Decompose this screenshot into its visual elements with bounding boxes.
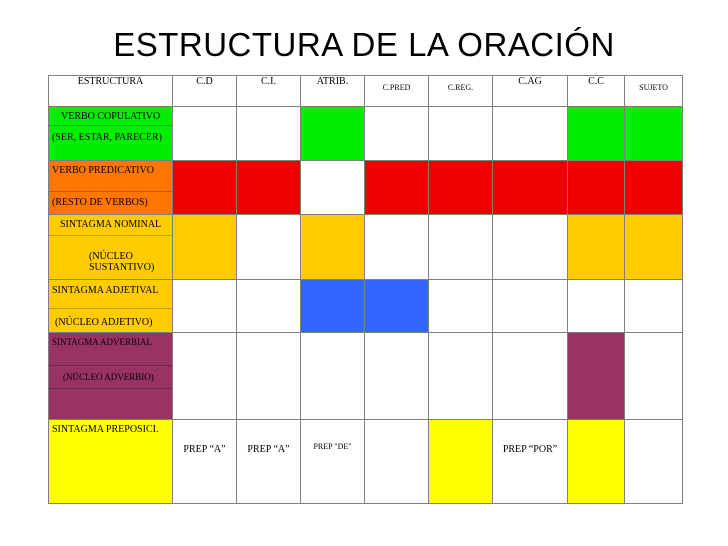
header-sujeto: SUJETO — [625, 76, 683, 107]
header-cc: C.C — [568, 76, 625, 107]
cell-adjetival-cag — [493, 280, 568, 333]
prep-label-ci: PREP “A” — [247, 444, 290, 455]
cell-nominal-creg — [429, 215, 493, 280]
row-label-line3: SUSTANTIVO) — [89, 262, 155, 273]
structure-table — [48, 75, 683, 504]
cell-adjetival-sujeto — [625, 280, 683, 333]
cell-preposicional-cd — [173, 420, 237, 504]
cell-adjetival-cd — [173, 280, 237, 333]
row-label-line1: SINTAGMA PREPOSICI. — [52, 424, 159, 435]
row-label-line2: (NÚCLEO — [89, 251, 133, 262]
header-row — [49, 76, 683, 107]
header-cag: C.AG — [493, 76, 568, 107]
cell-predicativo-cd — [173, 161, 237, 215]
cell-adverbial-cag — [493, 333, 568, 420]
row-label-line1: SINTAGMA NOMINAL — [60, 219, 162, 230]
cell-predicativo-cc — [568, 161, 625, 215]
table-row — [49, 280, 683, 333]
row-label-line1: SINTAGMA ADJETIVAL — [52, 285, 159, 296]
row-label-sintagma-nominal — [49, 215, 173, 280]
header-atrib: ATRIB. — [301, 76, 365, 107]
cell-predicativo-cag — [493, 161, 568, 215]
row-label-verbo-copulativo — [49, 107, 173, 161]
cell-nominal-cd — [173, 215, 237, 280]
cell-preposicional-cpred — [365, 420, 429, 504]
cell-nominal-cag — [493, 215, 568, 280]
prep-label-cd: PREP “A” — [183, 444, 226, 455]
cell-adjetival-cpred — [365, 280, 429, 333]
header-cd: C.D — [173, 76, 237, 107]
cell-divider — [49, 365, 172, 366]
cell-nominal-cc — [568, 215, 625, 280]
cell-preposicional-creg — [429, 420, 493, 504]
cell-preposicional-atrib — [301, 420, 365, 504]
cell-adverbial-ci — [237, 333, 301, 420]
cell-adverbial-sujeto — [625, 333, 683, 420]
row-label-line2: (RESTO DE VERBOS) — [52, 197, 148, 208]
table-row — [49, 333, 683, 420]
cell-preposicional-ci — [237, 420, 301, 504]
cell-adjetival-creg — [429, 280, 493, 333]
row-label-sintagma-adjetival — [49, 280, 173, 333]
cell-nominal-sujeto — [625, 215, 683, 280]
header-cpred: C.PRED — [365, 76, 429, 107]
cell-divider — [49, 191, 172, 192]
row-label-line2: (NÚCLEO ADJETIVO) — [55, 317, 153, 328]
cell-adverbial-cd — [173, 333, 237, 420]
cell-copulativo-sujeto — [625, 107, 683, 161]
table-row — [49, 107, 683, 161]
cell-copulativo-cc — [568, 107, 625, 161]
cell-divider — [49, 388, 172, 389]
table-row — [49, 161, 683, 215]
row-label-line1: VERBO PREDICATIVO — [52, 165, 154, 176]
cell-copulativo-atrib — [301, 107, 365, 161]
cell-predicativo-creg — [429, 161, 493, 215]
cell-copulativo-cpred — [365, 107, 429, 161]
cell-nominal-atrib — [301, 215, 365, 280]
cell-divider — [49, 125, 172, 126]
row-label-verbo-predicativo — [49, 161, 173, 215]
cell-copulativo-creg — [429, 107, 493, 161]
prep-label-cag: PREP “POR” — [502, 444, 558, 455]
header-ci: C.I. — [237, 76, 301, 107]
cell-adverbial-cc — [568, 333, 625, 420]
cell-nominal-cpred — [365, 215, 429, 280]
cell-predicativo-cpred — [365, 161, 429, 215]
page-title: ESTRUCTURA DE LA ORACIÓN — [113, 26, 615, 63]
header-estructura: ESTRUCTURA — [49, 76, 173, 107]
prep-label-atrib: PREP "DE" — [313, 442, 352, 451]
cell-preposicional-cag — [493, 420, 568, 504]
cell-divider — [49, 308, 172, 309]
cell-preposicional-cc — [568, 420, 625, 504]
row-label-sintagma-preposicional — [49, 420, 173, 504]
table-row — [49, 215, 683, 280]
cell-nominal-ci — [237, 215, 301, 280]
cell-preposicional-sujeto — [625, 420, 683, 504]
cell-predicativo-sujeto — [625, 161, 683, 215]
row-label-line2: (NÚCLEO ADVERBIO) — [63, 372, 154, 382]
cell-copulativo-cd — [173, 107, 237, 161]
row-label-line1: VERBO COPULATIVO — [61, 111, 161, 122]
cell-adjetival-cc — [568, 280, 625, 333]
cell-divider — [49, 235, 172, 236]
cell-adverbial-atrib — [301, 333, 365, 420]
table-row — [49, 420, 683, 504]
cell-adverbial-creg — [429, 333, 493, 420]
row-label-line2: (SER, ESTAR, PARECER) — [52, 132, 162, 143]
cell-predicativo-ci — [237, 161, 301, 215]
cell-predicativo-atrib — [301, 161, 365, 215]
cell-copulativo-ci — [237, 107, 301, 161]
cell-adjetival-atrib — [301, 280, 365, 333]
row-label-line1: SINTAGMA ADVERBIAL — [52, 337, 153, 347]
cell-adverbial-cpred — [365, 333, 429, 420]
cell-copulativo-cag — [493, 107, 568, 161]
row-label-sintagma-adverbial — [49, 333, 173, 420]
header-creg: C.REG. — [429, 76, 493, 107]
cell-adjetival-ci — [237, 280, 301, 333]
